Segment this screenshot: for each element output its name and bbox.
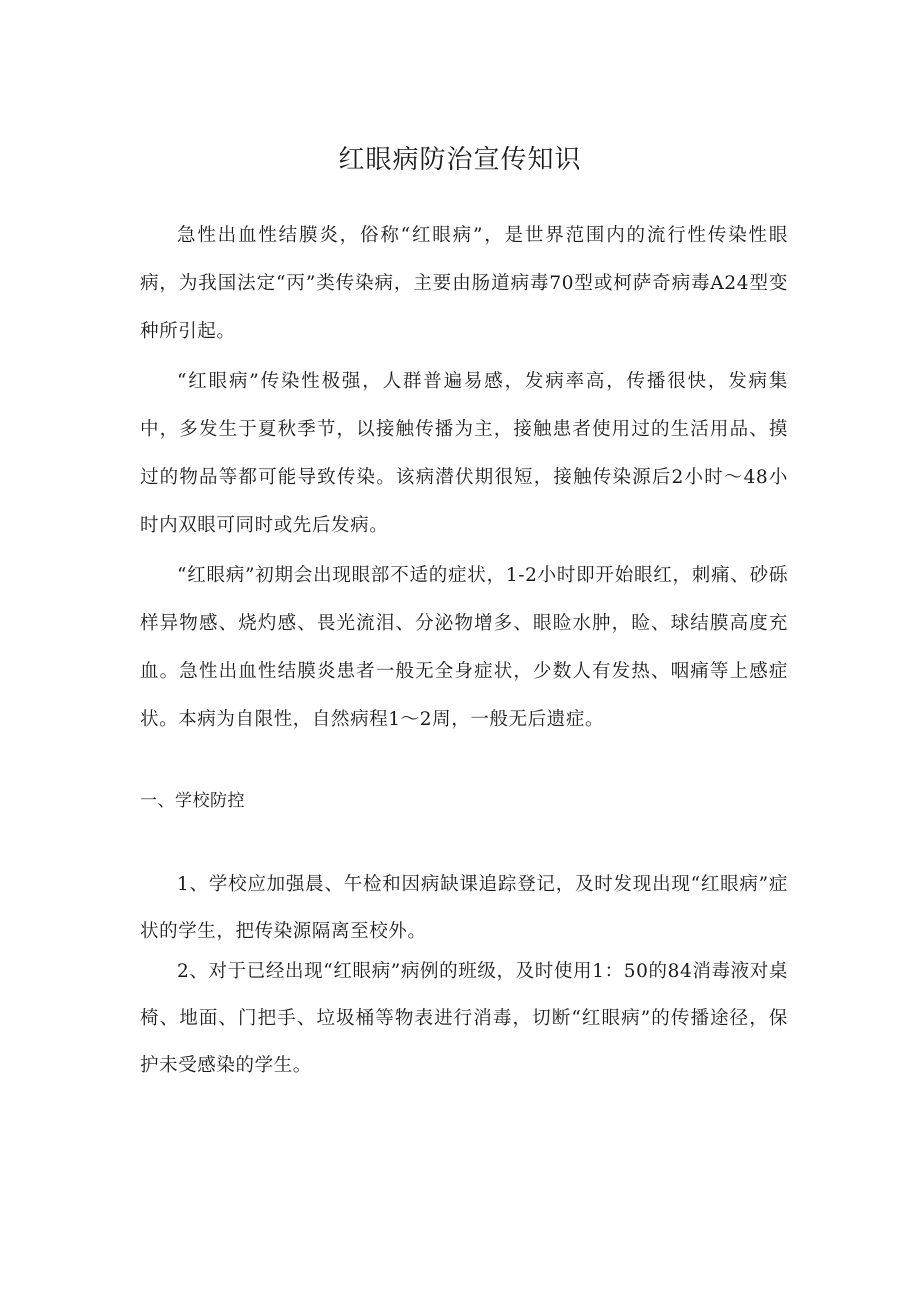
school-item-1: 1、学校应加强晨、午检和因病缺课追踪登记，及时发现出现“红眼病”症状的学生，把传染源隔离至校外。 <box>140 874 788 942</box>
section-heading-school: 一、学校防控 <box>140 791 245 811</box>
paragraph-intro: 急性出血性结膜炎，俗称“红眼病”，是世界范围内的流行性传染性眼病，为我国法定“丙”类传染病，主要由肠道病毒70型或柯萨奇病毒A24型变种所引起。 <box>140 225 788 342</box>
paragraph-transmission: “红眼病”传染性极强，人群普遍易感，发病率高，传播很快，发病集中，多发生于夏秋季节，以接触传播为主，接触患者使用过的生活用品、摸过的物品等都可能导致传染。该病潜伏期很短，接触传染源后2小时～48小时内双眼可同时或先后发病。 <box>140 371 788 536</box>
paragraph-symptoms: “红眼病”初期会出现眼部不适的症状，1-2小时即开始眼红，刺痛、砂砾样异物感、烧灼感、畏光流泪、分泌物增多、眼睑水肿，睑、球结膜高度充血。急性出血性结膜炎患者一般无全身症状，少数人有发热、咽痛等上感症状。本病为自限性，自然病程1～2周，一般无后遗症。 <box>140 565 788 730</box>
school-item-2: 2、对于已经出现“红眼病”病例的班级，及时使用1：50的84消毒液对桌椅、地面、门把手、垃圾桶等物表进行消毒，切断“红眼病”的传播途径，保护未受感染的学生。 <box>140 961 788 1076</box>
document-title: 红眼病防治宣传知识 <box>338 145 582 175</box>
